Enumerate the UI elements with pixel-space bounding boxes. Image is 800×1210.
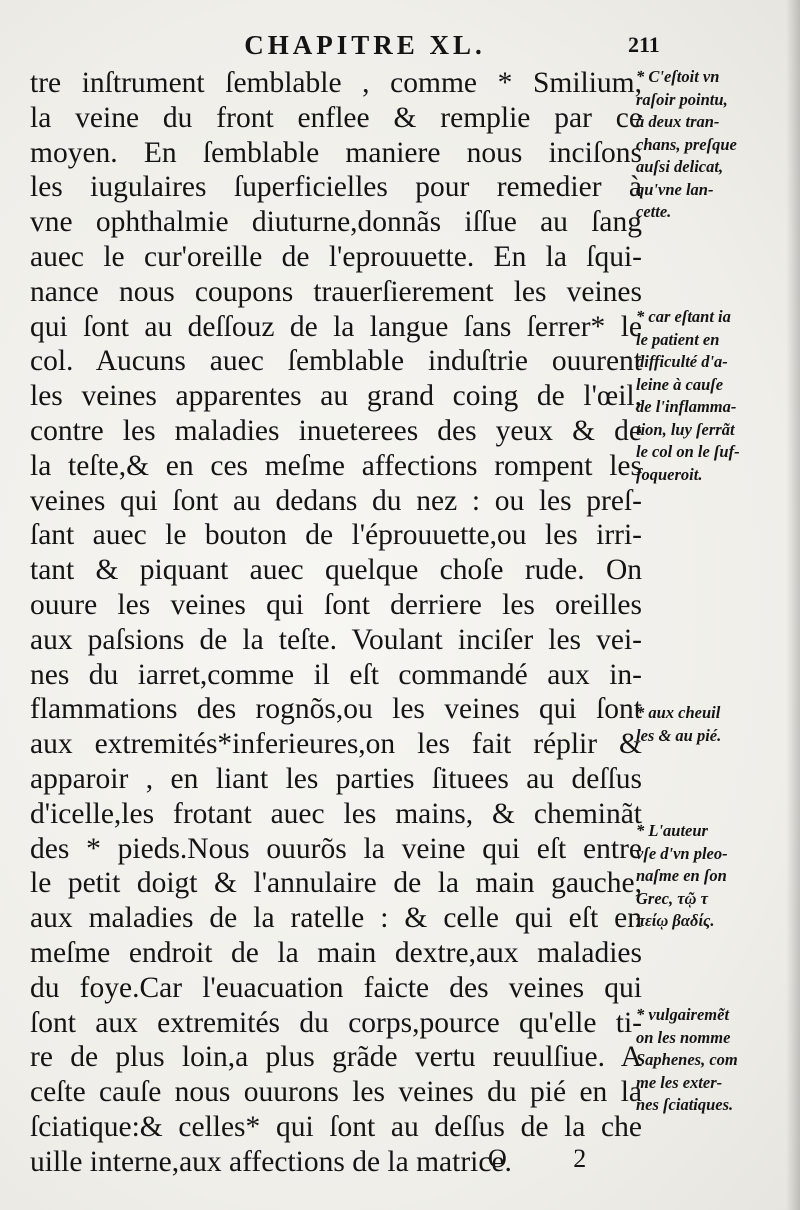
marginal-note-line: on les nomme xyxy=(636,1027,731,1047)
marginal-note-line: tion, luy ſerrãt xyxy=(636,419,735,439)
marginal-note-line: πείῳ βαδίς. xyxy=(636,911,715,930)
text-line: auec le cur'oreille de l'eprouuette. En la ſqui- xyxy=(30,240,642,273)
marginal-note-line: cette. xyxy=(636,202,672,221)
marginal-note-line: qu'vne lan- xyxy=(636,179,714,199)
main-text-block xyxy=(30,66,642,1180)
text-line: ceſte cauſe nous ouurons les veines du pié en la xyxy=(30,1076,642,1109)
chapter-heading: CHAPITRE XL. xyxy=(244,30,486,60)
text-line: tant & piquant auec quelque choſe rude. On xyxy=(30,554,642,587)
text-line: aux paſsions de la teſte. Voulant inciſer les vei- xyxy=(30,623,642,656)
text-line: ſont aux extremités du corps,pource qu'elle ti- xyxy=(30,1006,642,1039)
marginal-note-line: à deux tran- xyxy=(636,112,720,131)
marginal-note-line: naſme en ſon xyxy=(636,866,727,885)
marginal-note-line: chans, preſque xyxy=(636,134,737,154)
page-number: 211 xyxy=(628,32,660,57)
text-line: apparoir , en liant les parties ſituees au deſſus xyxy=(30,762,642,795)
marginal-note-line: * car eſtant ia xyxy=(636,307,731,326)
marginal-note-line: vſe d'vn pleo- xyxy=(636,843,728,863)
marginal-note-line: le patient en xyxy=(636,329,720,349)
text-line: col. Aucuns auec ſemblable induſtrie ouurent xyxy=(30,345,642,378)
text-line: qui ſont au deſſouz de la langue ſans ſerrer* le xyxy=(30,310,642,343)
marginal-note-1 xyxy=(636,66,796,224)
text-line: le petit doigt & l'annulaire de la main gauche, xyxy=(30,867,642,900)
marginal-note-line: * aux cheuil xyxy=(636,703,721,722)
marginal-note-line: le col on le ſuf- xyxy=(636,442,740,461)
text-line: d'icelle,les frotant auec les mains, & cheminãt xyxy=(30,797,642,830)
marginal-note-4 xyxy=(636,820,796,933)
text-line: ſant auec le bouton de l'éprouuette,ou les irri- xyxy=(30,519,642,552)
text-line: les veines apparentes au grand coing de l'œil, xyxy=(30,380,642,413)
text-line: du foye.Car l'euacuation faicte des veines qui xyxy=(30,971,642,1004)
marginal-note-line: * L'auteur xyxy=(636,821,708,840)
text-line: les iugulaires ſuperficielles pour remedier à xyxy=(30,171,642,204)
marginal-note-line: difficulté d'a- xyxy=(636,352,728,371)
marginal-note-line: auſsi delicat, xyxy=(636,157,724,176)
marginal-note-line: les & au pié. xyxy=(636,725,722,745)
text-line: nes du iarret,comme il eſt commandé aux in- xyxy=(30,658,642,691)
marginal-note-line: leine à cauſe xyxy=(636,374,724,394)
marginal-note-line: Grec, τῷ τ xyxy=(636,888,708,908)
signature-mark: O 2 xyxy=(488,1144,617,1173)
text-line: flammations des rognõs,ou les veines qui ſont xyxy=(30,693,642,726)
marginal-note-line: * vulgairemẽt xyxy=(636,1005,730,1024)
marginal-note-line: foqueroit. xyxy=(636,464,703,484)
text-line: tre inſtrument ſemblable , comme * Smilium, xyxy=(30,67,642,99)
text-line: meſme endroit de la main dextre,aux maladies xyxy=(30,936,642,969)
text-line: contre les maladies inueterees des yeux & de xyxy=(30,414,642,447)
marginal-note-line: me les exter- xyxy=(636,1072,723,1092)
text-line: moyen. En ſemblable maniere nous inciſons xyxy=(30,136,642,169)
text-line: ſciatique:& celles* qui ſont au deſſus de la che xyxy=(30,1110,642,1143)
marginal-note-2 xyxy=(636,306,796,486)
marginal-note-line: Saphenes, com xyxy=(636,1050,738,1069)
text-line: aux extremités*inferieures,on les fait réplir & xyxy=(30,728,642,761)
text-line: veines qui ſont au dedans du nez : ou les preſ- xyxy=(30,484,642,517)
marginal-note-3 xyxy=(636,702,796,747)
text-line: aux maladies de la ratelle : & celle qui eſt en xyxy=(30,902,642,935)
marginal-note-line: raſoir pointu, xyxy=(636,89,728,109)
text-line: uille interne,aux affections de la matrice. xyxy=(30,1145,512,1178)
text-line: des * pieds.Nous ouurõs la veine qui eſt entre xyxy=(30,832,642,865)
marginal-note-line: nes ſciatiques. xyxy=(636,1095,734,1114)
text-line: re de plus loin,a plus grãde vertu reuulſiue. A xyxy=(30,1041,642,1074)
marginal-note-5 xyxy=(636,1004,796,1117)
marginal-note-line: de l'inflamma- xyxy=(636,397,737,416)
marginal-note-line: * C'eſtoit vn xyxy=(636,67,720,86)
text-line: ouure les veines qui ſont derriere les oreilles xyxy=(30,588,642,621)
text-line: la teſte,& en ces meſme affections rompent les xyxy=(30,449,642,482)
text-line: nance nous coupons trauerſierement les veines xyxy=(30,275,642,308)
text-line: vne ophthalmie diuturne,donnãs iſſue au ſang xyxy=(30,206,642,239)
text-line: la veine du front enflee & remplie par ce xyxy=(30,101,642,134)
